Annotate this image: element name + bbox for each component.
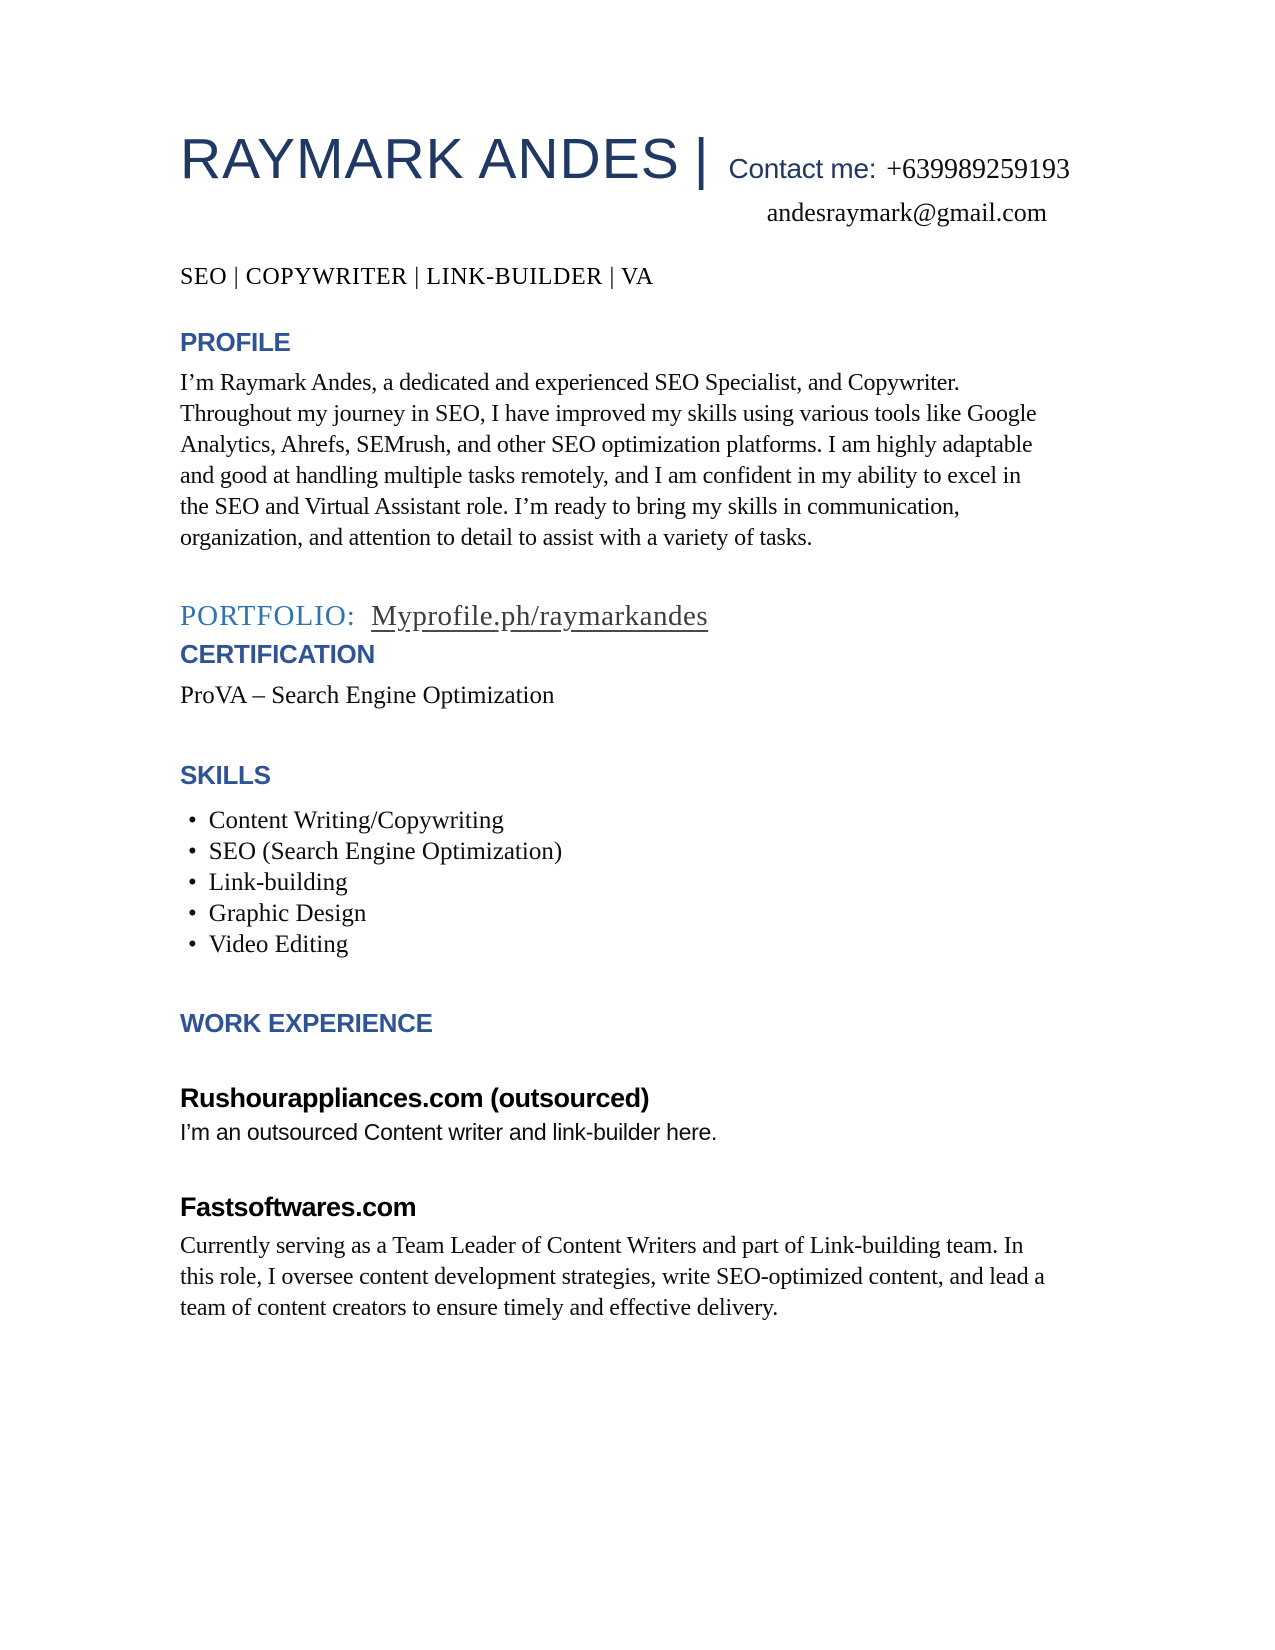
profile-heading: PROFILE [180,327,291,357]
profile-paragraph: I’m Raymark Andes, a dedicated and experienced SEO Specialist, and Copywriter. Throughout my journey in SEO, I have improved my skills using various tools like Google Analytics, Ahrefs, SEMrush, and other SEO optimization platforms. I am highly adaptable and good at handling multiple tasks remotely, and I am confident in my ability to excel in the SEO and Virtual Assistant role. I’m ready to bring my skills in communication, organization, and attention to detail to assist with a variety of tasks. [180,370,1037,551]
job-title-rushourappliances: Rushourappliances.com (outsourced) [180,1083,650,1113]
skill-item-label: Link-building [208,869,348,896]
role-tagline: SEO | COPYWRITER | LINK-BUILDER | VA [180,264,654,290]
bullet-glyph: • [188,807,197,834]
work-experience-heading: WORK EXPERIENCE [180,1008,433,1038]
page-title: RAYMARK ANDES [180,127,680,191]
skill-item-label: Content Writing/Copywriting [208,807,504,834]
contact-label: Contact me: [728,153,877,184]
skill-item [188,805,1047,836]
bullet-glyph: • [188,869,197,896]
bullet-glyph: • [188,900,197,927]
skill-item-label: SEO (Search Engine Optimization) [208,838,563,865]
job-title-fastsoftwares: Fastsoftwares.com [180,1192,417,1222]
certification-item: ProVA – Search Engine Optimization [180,682,555,709]
portfolio-label: PORTFOLIO: [180,600,356,632]
portfolio-link[interactable]: Myprofile.ph/raymarkandes [371,600,709,632]
header [180,126,1070,192]
skills-heading: SKILLS [180,760,271,790]
phone-number: +639989259193 [886,154,1070,185]
skill-item [188,867,1047,898]
job-description-rushourappliances: I’m an outsourced Content writer and link-builder here. [180,1119,718,1145]
skill-item-label: Graphic Design [208,900,367,927]
certification-heading: CERTIFICATION [180,639,375,669]
skill-item [188,836,1047,867]
bullet-glyph: • [188,931,197,958]
skill-item [188,929,1047,960]
job-description-fastsoftwares: Currently serving as a Team Leader of Content Writers and part of Link-building team. In this role, I oversee content development strategies, write SEO-optimized content, and lead a team of content creators to ensure timely and effective delivery. [180,1233,1045,1321]
skill-item-label: Video Editing [208,931,349,958]
portfolio-row [180,600,1047,633]
bullet-glyph: • [188,838,197,865]
email-address: andesraymark@gmail.com [766,198,1047,227]
title-separator-bar: | [693,127,709,191]
skill-item [188,898,1047,929]
skills-list [180,805,1047,960]
